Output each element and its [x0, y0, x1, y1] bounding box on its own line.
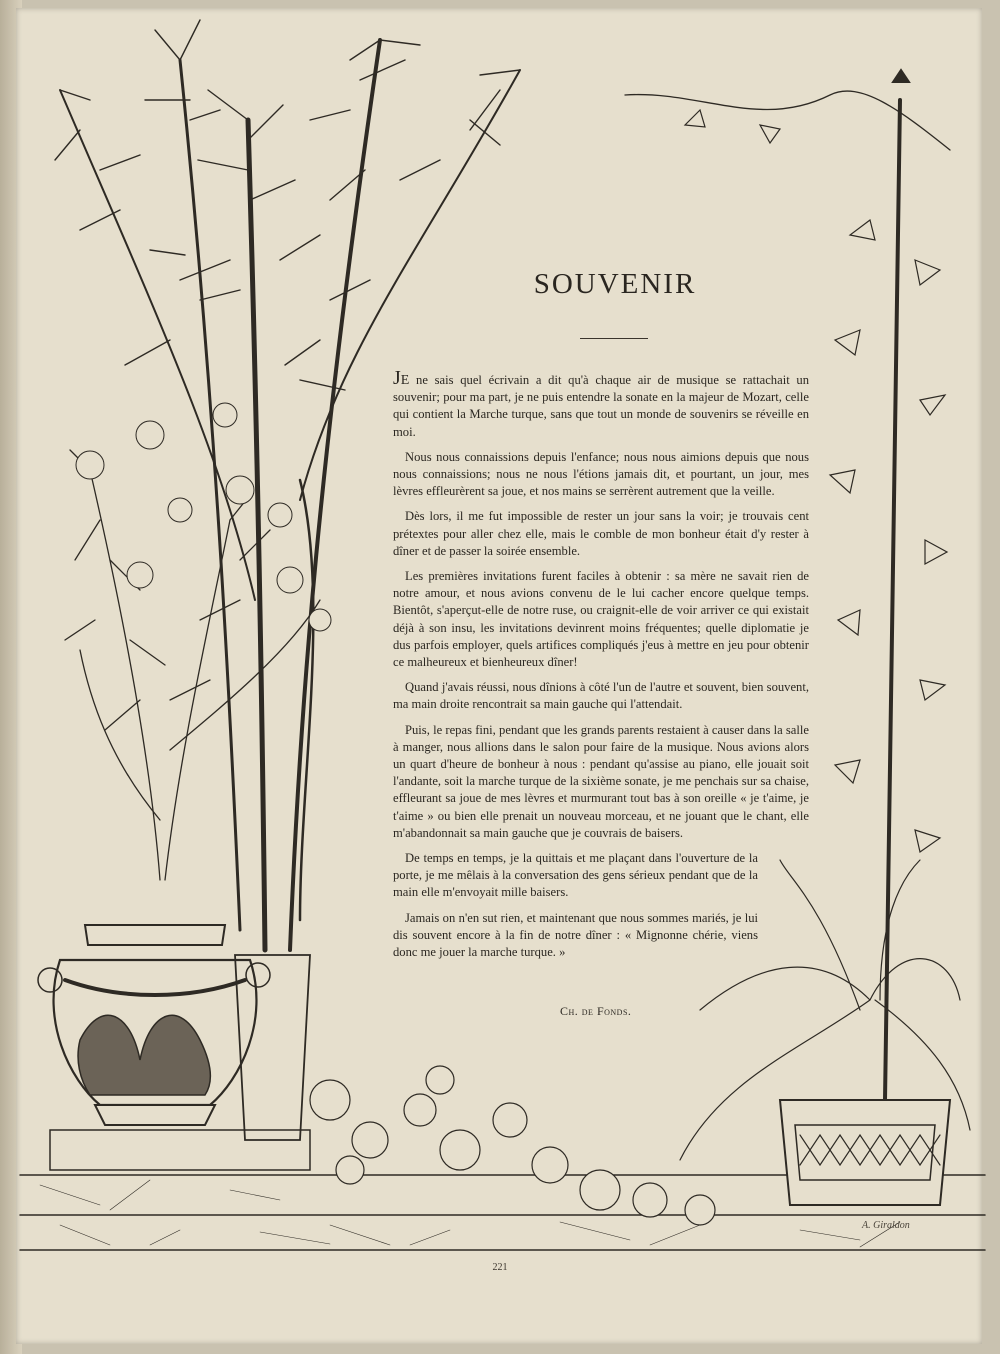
article-body — [393, 367, 809, 969]
artist-signature: A. Giraldon — [862, 1220, 910, 1231]
paragraph-3: Dès lors, il me fut impossible de rester un jour sans la voir; je trouvais cent prétextes pour aller chez elle, mais le comble de mon bonheur était d'y rester à dîner et de passer la soirée ensemble. — [393, 509, 809, 558]
paragraph-1: Je ne sais quel écrivain a dit qu'à chaque air de musique se rattachait un souvenir; pour ma part, je ne puis entendre la sonate en la majeur de Mozart, celle qui contient la Marche turque, sans que tout un monde de souvenirs se réveille en moi. — [393, 367, 809, 439]
paragraph-4: Les premières invitations furent faciles à obtenir : sa mère ne savait rien de notre amour, et nous avions convenu de le lui cacher encore quelque temps. Bientôt, s'aperçut-elle de notre ruse, ou craignit-elle de voir arriver ce qui existait déjà à son insu, les invitations devinrent moins fréquentes; quelle diplomatie je dus parfois employer, quels artifices compliqués j'eus à mettre en jeu pour obtenir ce malheureux et bienheureux dîner! — [393, 569, 809, 670]
paragraph-8: Jamais on n'en sut rien, et maintenant que nous sommes mariés, je lui dis souvent encore à la fin de notre dîner : « Mignonne chérie, viens donc me jouer la marche turque. » — [393, 910, 758, 960]
article-title: SOUVENIR — [533, 268, 697, 300]
paragraph-5: Quand j'avais réussi, nous dînions à côté l'un de l'autre et souvent, bien souvent, ma main droite rencontrait sa main gauche qui l'attendait. — [393, 680, 809, 712]
author-signature: Ch. de Fonds. — [560, 1004, 632, 1018]
paragraph-6: Puis, le repas fini, pendant que les grands parents restaient à causer dans la salle à manger, nous allions dans le salon pour faire de la musique. Nous avions alors un quart d'heure de bonheur à nous : pendant qu'assise au piano, elle jouait soit l'andante, soit la marche turque de la sixième sonate, je me penchais sur sa chaise, effleurant sa joue de mes lèvres et murmurant tout bas à son oreille « je t'aime, je t'aime » ou bien elle prenait un nouveau morceau, et ne jouant que le chant, elle m'abandonnait sa main gauche que je couvrais de baisers. — [393, 722, 809, 840]
title-divider — [580, 338, 648, 339]
page-number: 221 — [492, 1262, 508, 1273]
paragraph-2: Nous nous connaissions depuis l'enfance; nous nous aimions depuis que nous nous connaissions; nous ne nous l'étions jamais dit, et pourtant, un jour, mes lèvres effleurèrent sa joue, et nos mains se serrèrent autrement que la veille. — [393, 449, 809, 499]
drop-cap: Je — [393, 367, 410, 389]
paragraph-7: De temps en temps, je la quittais et me plaçant dans l'ouverture de la porte, je me mêlais à la conversation des gens sérieux pendant que de la main elle m'envoyait mille baisers. — [393, 851, 758, 900]
